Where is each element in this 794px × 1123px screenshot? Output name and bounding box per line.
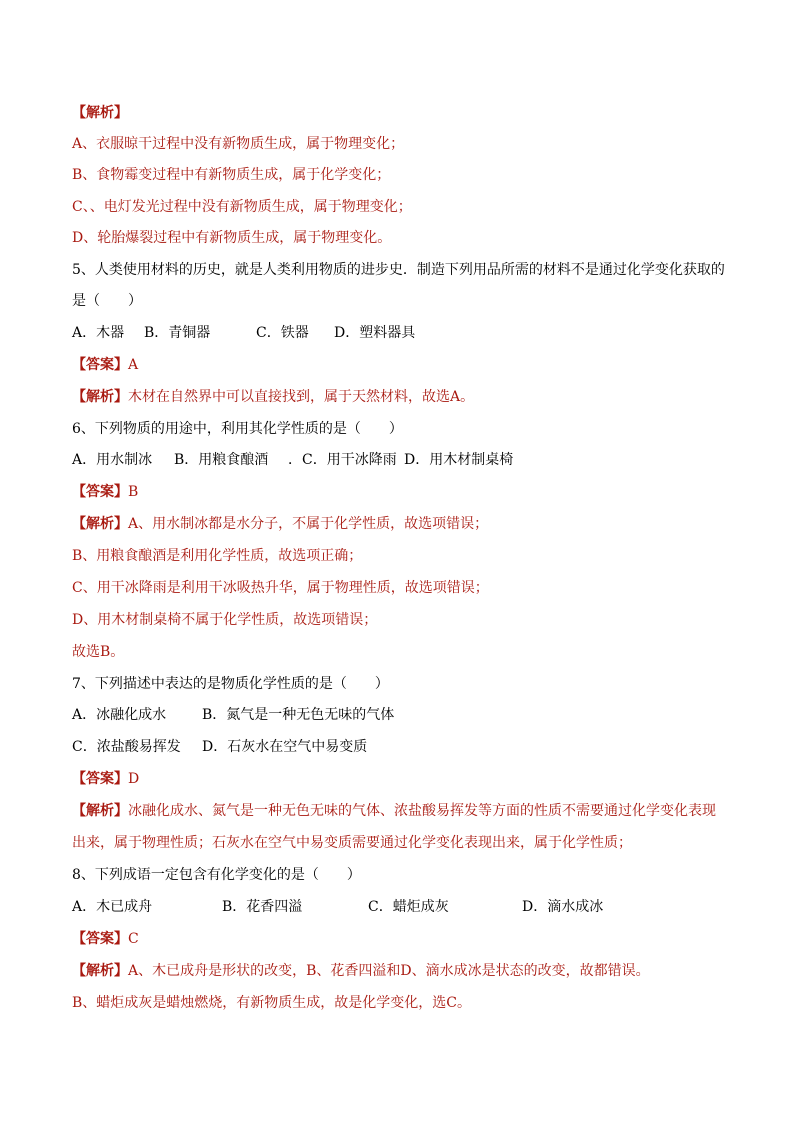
analysis-line: B、用粮食酿酒是利用化学性质，故选项正确；: [72, 548, 363, 564]
option-b: B．氮气是一种无色无味的气体: [202, 707, 395, 723]
answer-value: C: [128, 931, 139, 947]
analysis-line: C、、电灯发光过程中没有新物质生成，属于物理变化；: [72, 199, 412, 215]
question-7-options-row2: [72, 737, 732, 757]
analysis-conclusion: 故选B。: [72, 644, 125, 660]
answer-value: A: [128, 357, 139, 373]
analysis-text: 木材在自然界中可以直接找到，属于天然材料，故选A。: [128, 389, 475, 405]
analysis-tag: 【解析】: [72, 963, 128, 979]
analysis-text: A、用水制冰都是水分子，不属于化学性质，故选项错误；: [128, 516, 489, 532]
option-c: C．浓盐酸易挥发: [72, 739, 181, 755]
question-5-options: [72, 323, 732, 343]
analysis-tag: 【解析】: [72, 389, 128, 405]
answer-tag: 【答案】: [72, 357, 128, 373]
analysis-line: B、食物霉变过程中有新物质生成，属于化学变化；: [72, 167, 391, 183]
question-8-stem: 8、下列成语一定包含有化学变化的是（ ）: [72, 867, 361, 883]
question-5-answer: [72, 355, 732, 375]
option-c: ．C．用干冰降雨: [288, 452, 397, 468]
question-7-options-row1: [72, 705, 732, 725]
analysis-tag: 【解析】: [72, 516, 128, 532]
analysis-tag: 【解析】: [72, 105, 128, 121]
option-d: D．用木材制桌椅: [404, 452, 514, 468]
option-c: C．铁器: [256, 325, 309, 341]
option-c: C．蜡炬成灰: [368, 899, 449, 915]
analysis-line: B、蜡炬成灰是蜡烛燃烧，有新物质生成，故是化学变化，选C。: [72, 995, 471, 1011]
option-a: A．冰融化成水: [72, 707, 167, 723]
option-a: A．用水制冰: [72, 452, 153, 468]
analysis-line: D、用木材制桌椅不属于化学性质，故选项错误；: [72, 612, 378, 628]
question-8-answer: [72, 929, 732, 949]
analysis-line: 出来，属于物理性质；石灰水在空气中易变质需要通过化学变化表现出来，属于化学性质；: [72, 835, 632, 851]
analysis-heading: [72, 103, 732, 123]
analysis-text: A、木已成舟是形状的改变，B、花香四溢和D、滴水成冰是状态的改变，故都错误。: [128, 963, 650, 979]
question-7-answer: [72, 769, 732, 789]
answer-tag: 【答案】: [72, 771, 128, 787]
question-7-analysis: [72, 801, 732, 821]
option-a: A．木已成舟: [72, 899, 153, 915]
question-6-options: [72, 450, 732, 470]
question-5-analysis: [72, 387, 732, 407]
option-d: D．塑料器具: [334, 325, 416, 341]
analysis-tag: 【解析】: [72, 803, 128, 819]
option-b: B．用粮食酿酒: [174, 452, 269, 468]
answer-tag: 【答案】: [72, 484, 128, 500]
answer-tag: 【答案】: [72, 931, 128, 947]
answer-value: D: [128, 771, 140, 787]
question-8-options: [72, 897, 732, 917]
option-d: D．滴水成冰: [522, 899, 604, 915]
question-6-stem: 6、下列物质的用途中，利用其化学性质的是（ ）: [72, 421, 403, 437]
question-7-stem: 7、下列描述中表达的是物质化学性质的是（ ）: [72, 676, 389, 692]
question-5-stem-cont: 是（ ）: [72, 293, 142, 309]
analysis-text: 冰融化成水、氮气是一种无色无味的气体、浓盐酸易挥发等方面的性质不需要通过化学变化表现: [128, 803, 716, 819]
question-8-analysis: [72, 961, 732, 981]
option-d: D．石灰水在空气中易变质: [202, 739, 368, 755]
question-6-analysis: [72, 514, 732, 534]
option-a: A．木器: [72, 325, 125, 341]
question-5-stem: 5、人类使用材料的历史，就是人类利用物质的进步史．制造下列用品所需的材料不是通过化学变化获取的: [72, 262, 725, 278]
analysis-line: A、衣服晾干过程中没有新物质生成，属于物理变化；: [72, 136, 405, 152]
option-b: B．青铜器: [144, 325, 211, 341]
analysis-line: C、用干冰降雨是利用干冰吸热升华，属于物理性质，故选项错误；: [72, 580, 489, 596]
question-6-answer: [72, 482, 732, 502]
option-b: B．花香四溢: [222, 899, 303, 915]
analysis-line: D、轮胎爆裂过程中有新物质生成，属于物理变化。: [72, 230, 392, 246]
answer-value: B: [128, 484, 139, 500]
